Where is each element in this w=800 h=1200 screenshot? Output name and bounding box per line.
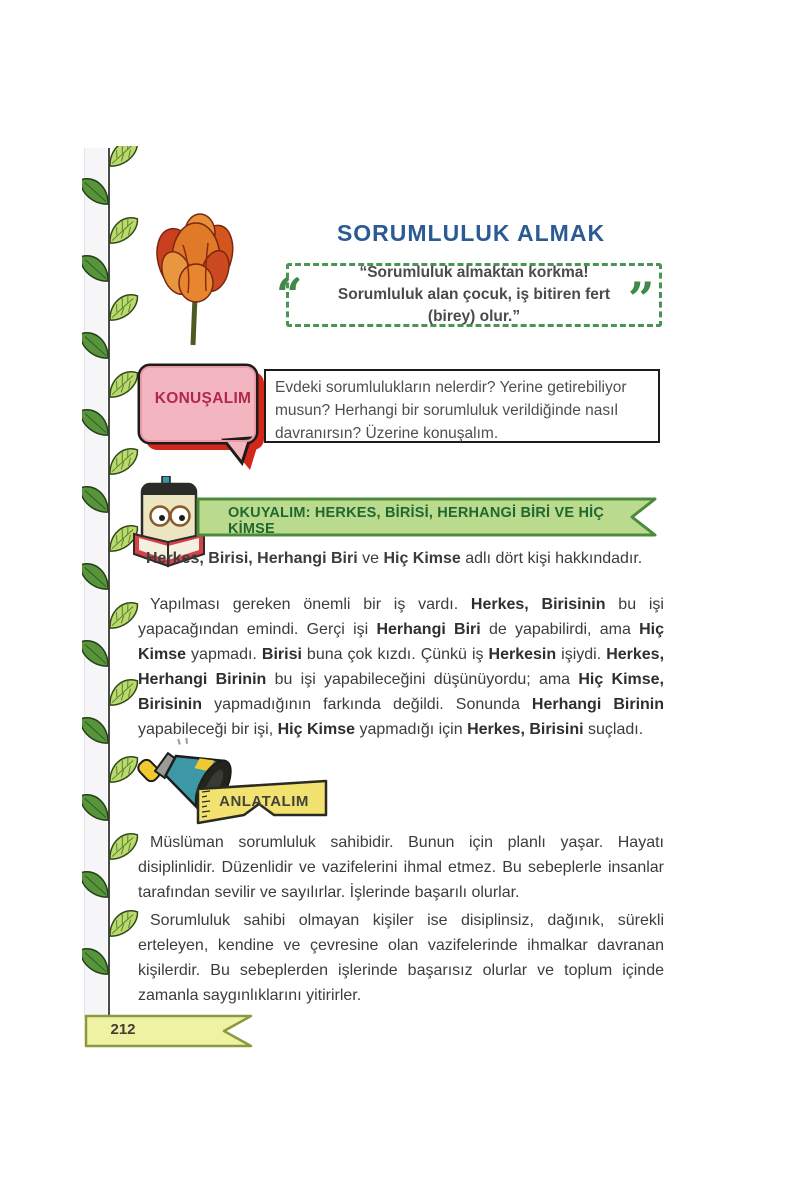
tulip-flower-icon — [150, 205, 242, 347]
okuyalim-intro-text: Herkes, Birisi, Herhangi Biri ve Hiç Kimse adlı dört kişi hakkındadır. — [146, 550, 643, 567]
konusalim-question-text: Evdeki sorumlulukların nelerdir? Yerine getirebiliyor musun? Herhangi bir sorumluluk verildiğinde nasıl davranırsın? Üzerine konuşalım. — [275, 379, 627, 442]
close-quote-icon: ” — [628, 272, 655, 326]
anlatalim-paragraph-1: Müslüman sorumluluk sahibidir. Bunun için planlı yaşar. Hayatı disiplinlidir. Düzenlidir ve vazifelerini ihmal etmez. Bu sebeplerle insanlar tarafından sevilir ve sayılırlar. İşlerinde başarılı olurlar. — [138, 834, 664, 901]
konusalim-speech-bubble — [136, 360, 274, 474]
quote-box — [286, 263, 662, 327]
page-number: 212 — [110, 1021, 136, 1038]
open-quote-icon: “ — [276, 268, 303, 322]
okuyalim-banner-label: OKUYALIM: HERKES, BİRİSİ, HERHANGİ BİRİ VE HİÇ KİMSE — [228, 505, 605, 537]
page-title: SORUMLULUK ALMAK — [336, 220, 606, 246]
quote-text: “Sorumluluk almaktan korkma! Sorumluluk alan çocuk, iş bitiren fert (birey) olur.” — [337, 264, 611, 325]
konusalim-label: KONUŞALIM — [154, 390, 252, 407]
leaf-vine-border-icon — [82, 146, 146, 1020]
konusalim-question-box — [264, 369, 660, 443]
anlatalim-paragraph-2: Sorumluluk sahibi olmayan kişiler ise disiplinsiz, dağınık, sürekli erteleyen, kendine ve çevresine olan vazifelerinde ihmalkar davranan kişilerdir. Bu sebeplerden işlerinde başarısız olurlar ve toplum içinde zamanla saygınlıklarını yitirirler. — [138, 912, 664, 1004]
anlatalim-label: ANLATALIM — [219, 793, 309, 810]
okuyalim-story-text: Yapılması gereken önemli bir iş vardı. Herkes, Birisinin bu işi yapacağından emindi. Gerçi işi Herhangi Biri de yapabilirdi, ama Hiç Kimse yapmadı. Birisi buna çok kızdı. Çünkü iş Herkesin işiydi. Herkes, Herhangi Birinin bu işi yapabileceğini düşünüyordu; ama Hiç Kimse, Birisinin yapmadığının farkında değildi. Sonunda Herhangi Birinin yapabileceği bir işi, Hiç Kimse yapmadığı için Herkes, Birisini suçladı. — [138, 596, 665, 738]
